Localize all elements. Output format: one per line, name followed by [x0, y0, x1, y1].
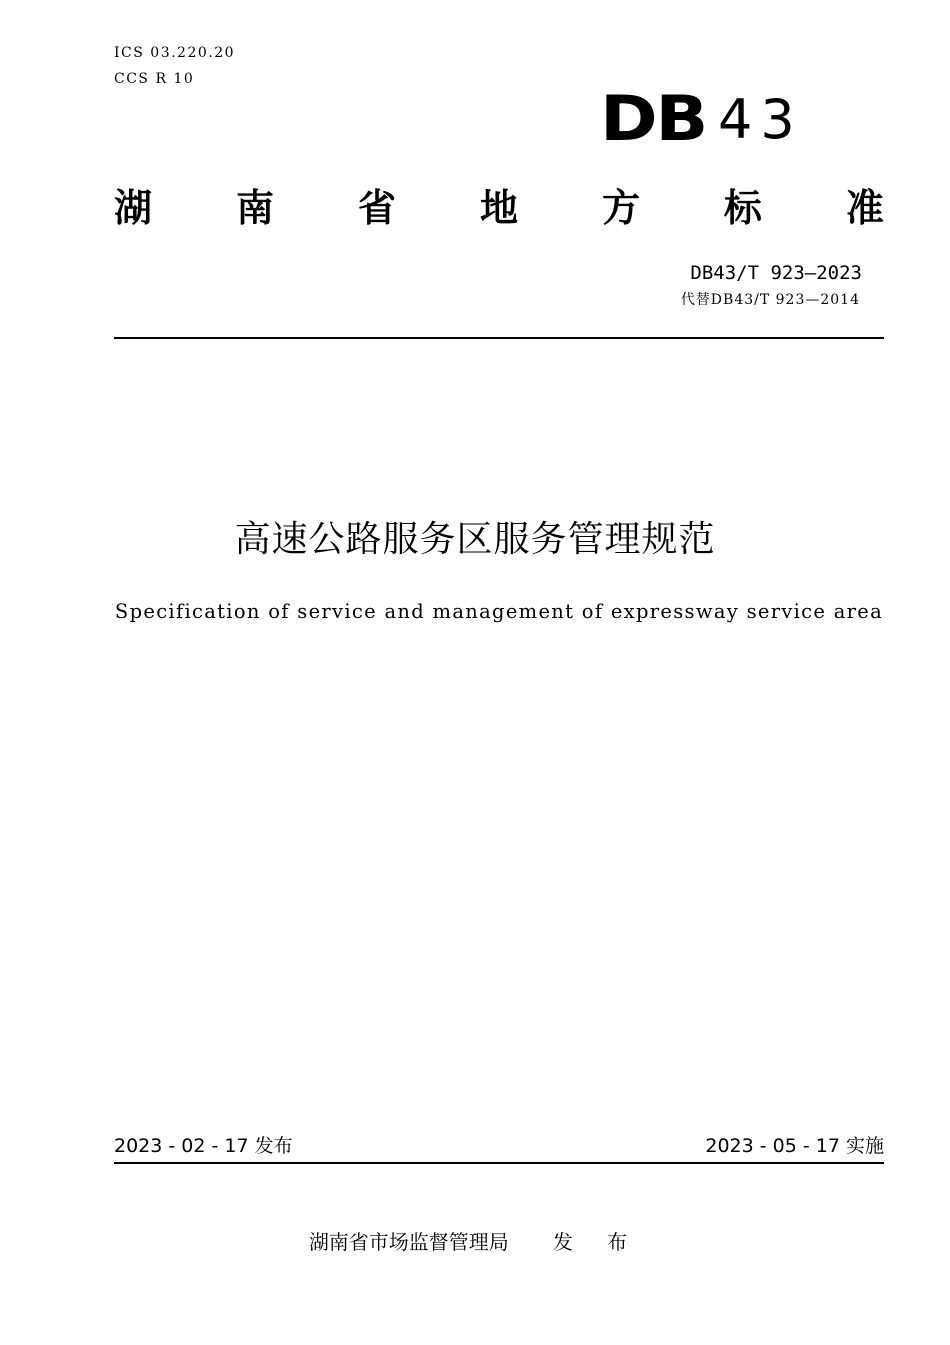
standard-type-heading	[114, 178, 884, 230]
title-english: Specification of service and management of expressway service area	[114, 600, 884, 623]
issue-date: 2023 - 02 - 17 发布	[114, 1135, 293, 1157]
footer-divider	[114, 1162, 884, 1164]
standard-type-char: 准	[845, 185, 884, 230]
ics-code: ICS 03.220.20	[114, 45, 236, 61]
title-chinese: 高速公路服务区服务管理规范	[234, 519, 716, 560]
standard-type-char: 标	[723, 185, 762, 230]
issuer-line	[0, 1226, 950, 1258]
header-divider	[114, 337, 884, 339]
standard-type-char: 方	[601, 185, 640, 230]
issuer-action: 发 布	[552, 1230, 642, 1254]
standard-number: DB43/T 923—2023	[690, 262, 862, 284]
issuer-name: 湖南省市场监督管理局	[308, 1230, 509, 1254]
db-region-number: 43	[718, 88, 803, 151]
replaces-standard: 代替DB43/T 923—2014	[680, 292, 860, 308]
standard-type-char: 地	[479, 185, 518, 230]
implementation-date: 2023 - 05 - 17 实施	[705, 1135, 884, 1157]
standard-type-char: 省	[357, 185, 396, 230]
standard-type-char: 南	[235, 185, 274, 230]
db-logo: DB	[600, 82, 707, 155]
ccs-code: CCS R 10	[114, 71, 195, 87]
standard-type-char: 湖	[114, 185, 153, 230]
